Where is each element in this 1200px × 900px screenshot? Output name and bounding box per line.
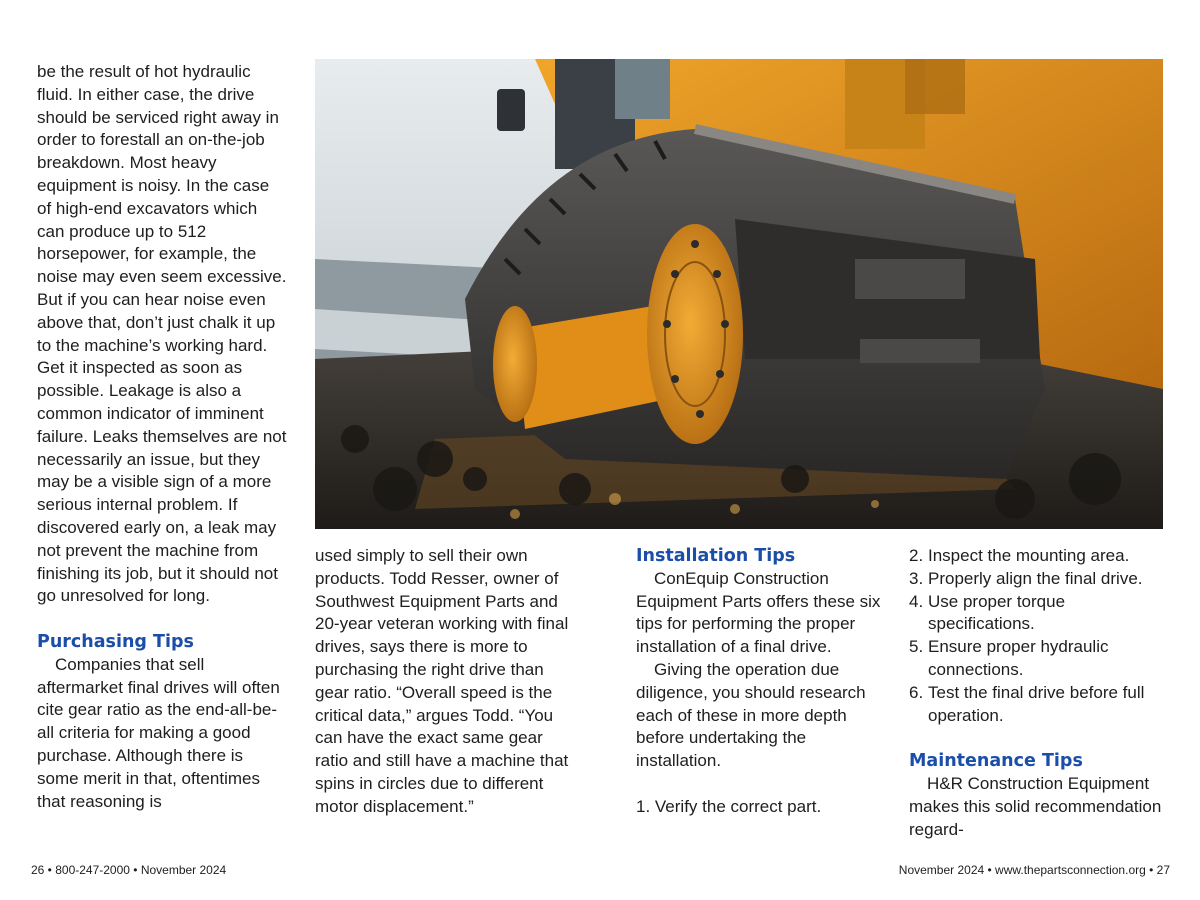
maintenance-paragraph: H&R Construction Equipment makes this solid recommendation regard-	[909, 773, 1162, 839]
list-item: 5. Ensure proper hydraulic connections.	[909, 637, 1109, 679]
installation-paragraph-2: Giving the operation due diligence, you should research each of these in more depth before undertaking the installation.	[636, 659, 866, 771]
bulldozer-track-photo	[315, 59, 1163, 529]
article-column-4	[909, 545, 1174, 841]
article-column-1	[37, 61, 287, 813]
list-item: 2. Inspect the mounting area.	[909, 546, 1130, 565]
purchasing-tips-heading: Purchasing Tips	[37, 631, 194, 652]
list-item: 6. Test the final drive before full operation.	[909, 682, 1145, 725]
maintenance-tips-heading: Maintenance Tips	[909, 751, 1083, 772]
continued-paragraph: be the result of hot hydraulic fluid. In either case, the drive should be serviced right away in order to forestall an on-the-job breakdown. Most heavy equipment is noisy. In the case of high-end excavators which can produce up to 512 horsepower, for example, the noise may even seem excessive. But if you can hear noise even above that, don’t just chalk it up to the machine’s working hard. Get it inspected as soon as possible. Leakage is also a common indicator of imminent failure. Leaks themselves are not necessarily an issue, but they may be a visible sign of a more serious internal problem. If discovered early on, a leak may not prevent the machine from finishing its job, but it should not go unresolved for long.	[37, 62, 287, 606]
article-column-2	[315, 545, 580, 819]
list-item: 4. Use proper torque specifications.	[909, 591, 1066, 634]
article-column-3	[636, 545, 891, 819]
footer-left-folio: 26 • 800-247-2000 • November 2024	[31, 863, 227, 877]
installation-tips-heading: Installation Tips	[636, 546, 796, 566]
purchasing-tips-paragraph: Companies that sell aftermarket final drives will often cite gear ratio as the end-all-be-all criteria for making a good purchase. Although there is some merit in that, oftentimes that reasoning is	[37, 654, 280, 811]
installation-paragraph-1: ConEquip Construction Equipment Parts offers these six tips for performing the proper installation of a final drive.	[636, 568, 881, 657]
installation-tips-list	[909, 545, 1174, 727]
list-item: 3. Properly align the final drive.	[909, 568, 1143, 588]
footer-right-folio: November 2024 • www.thepartsconnection.org • 27	[898, 863, 1170, 877]
column-2-paragraph: used simply to sell their own products. Todd Resser, owner of Southwest Equipment Parts and 20-year veteran working with final drives, says there is more to purchasing the right drive than gear ratio. “Overall speed is the critical data,” argues Todd. “You can have the exact same gear ratio and still have a machine that spins in circles due to different motor displacement.”	[315, 546, 569, 816]
list-item-1: 1. Verify the correct part.	[636, 796, 822, 816]
